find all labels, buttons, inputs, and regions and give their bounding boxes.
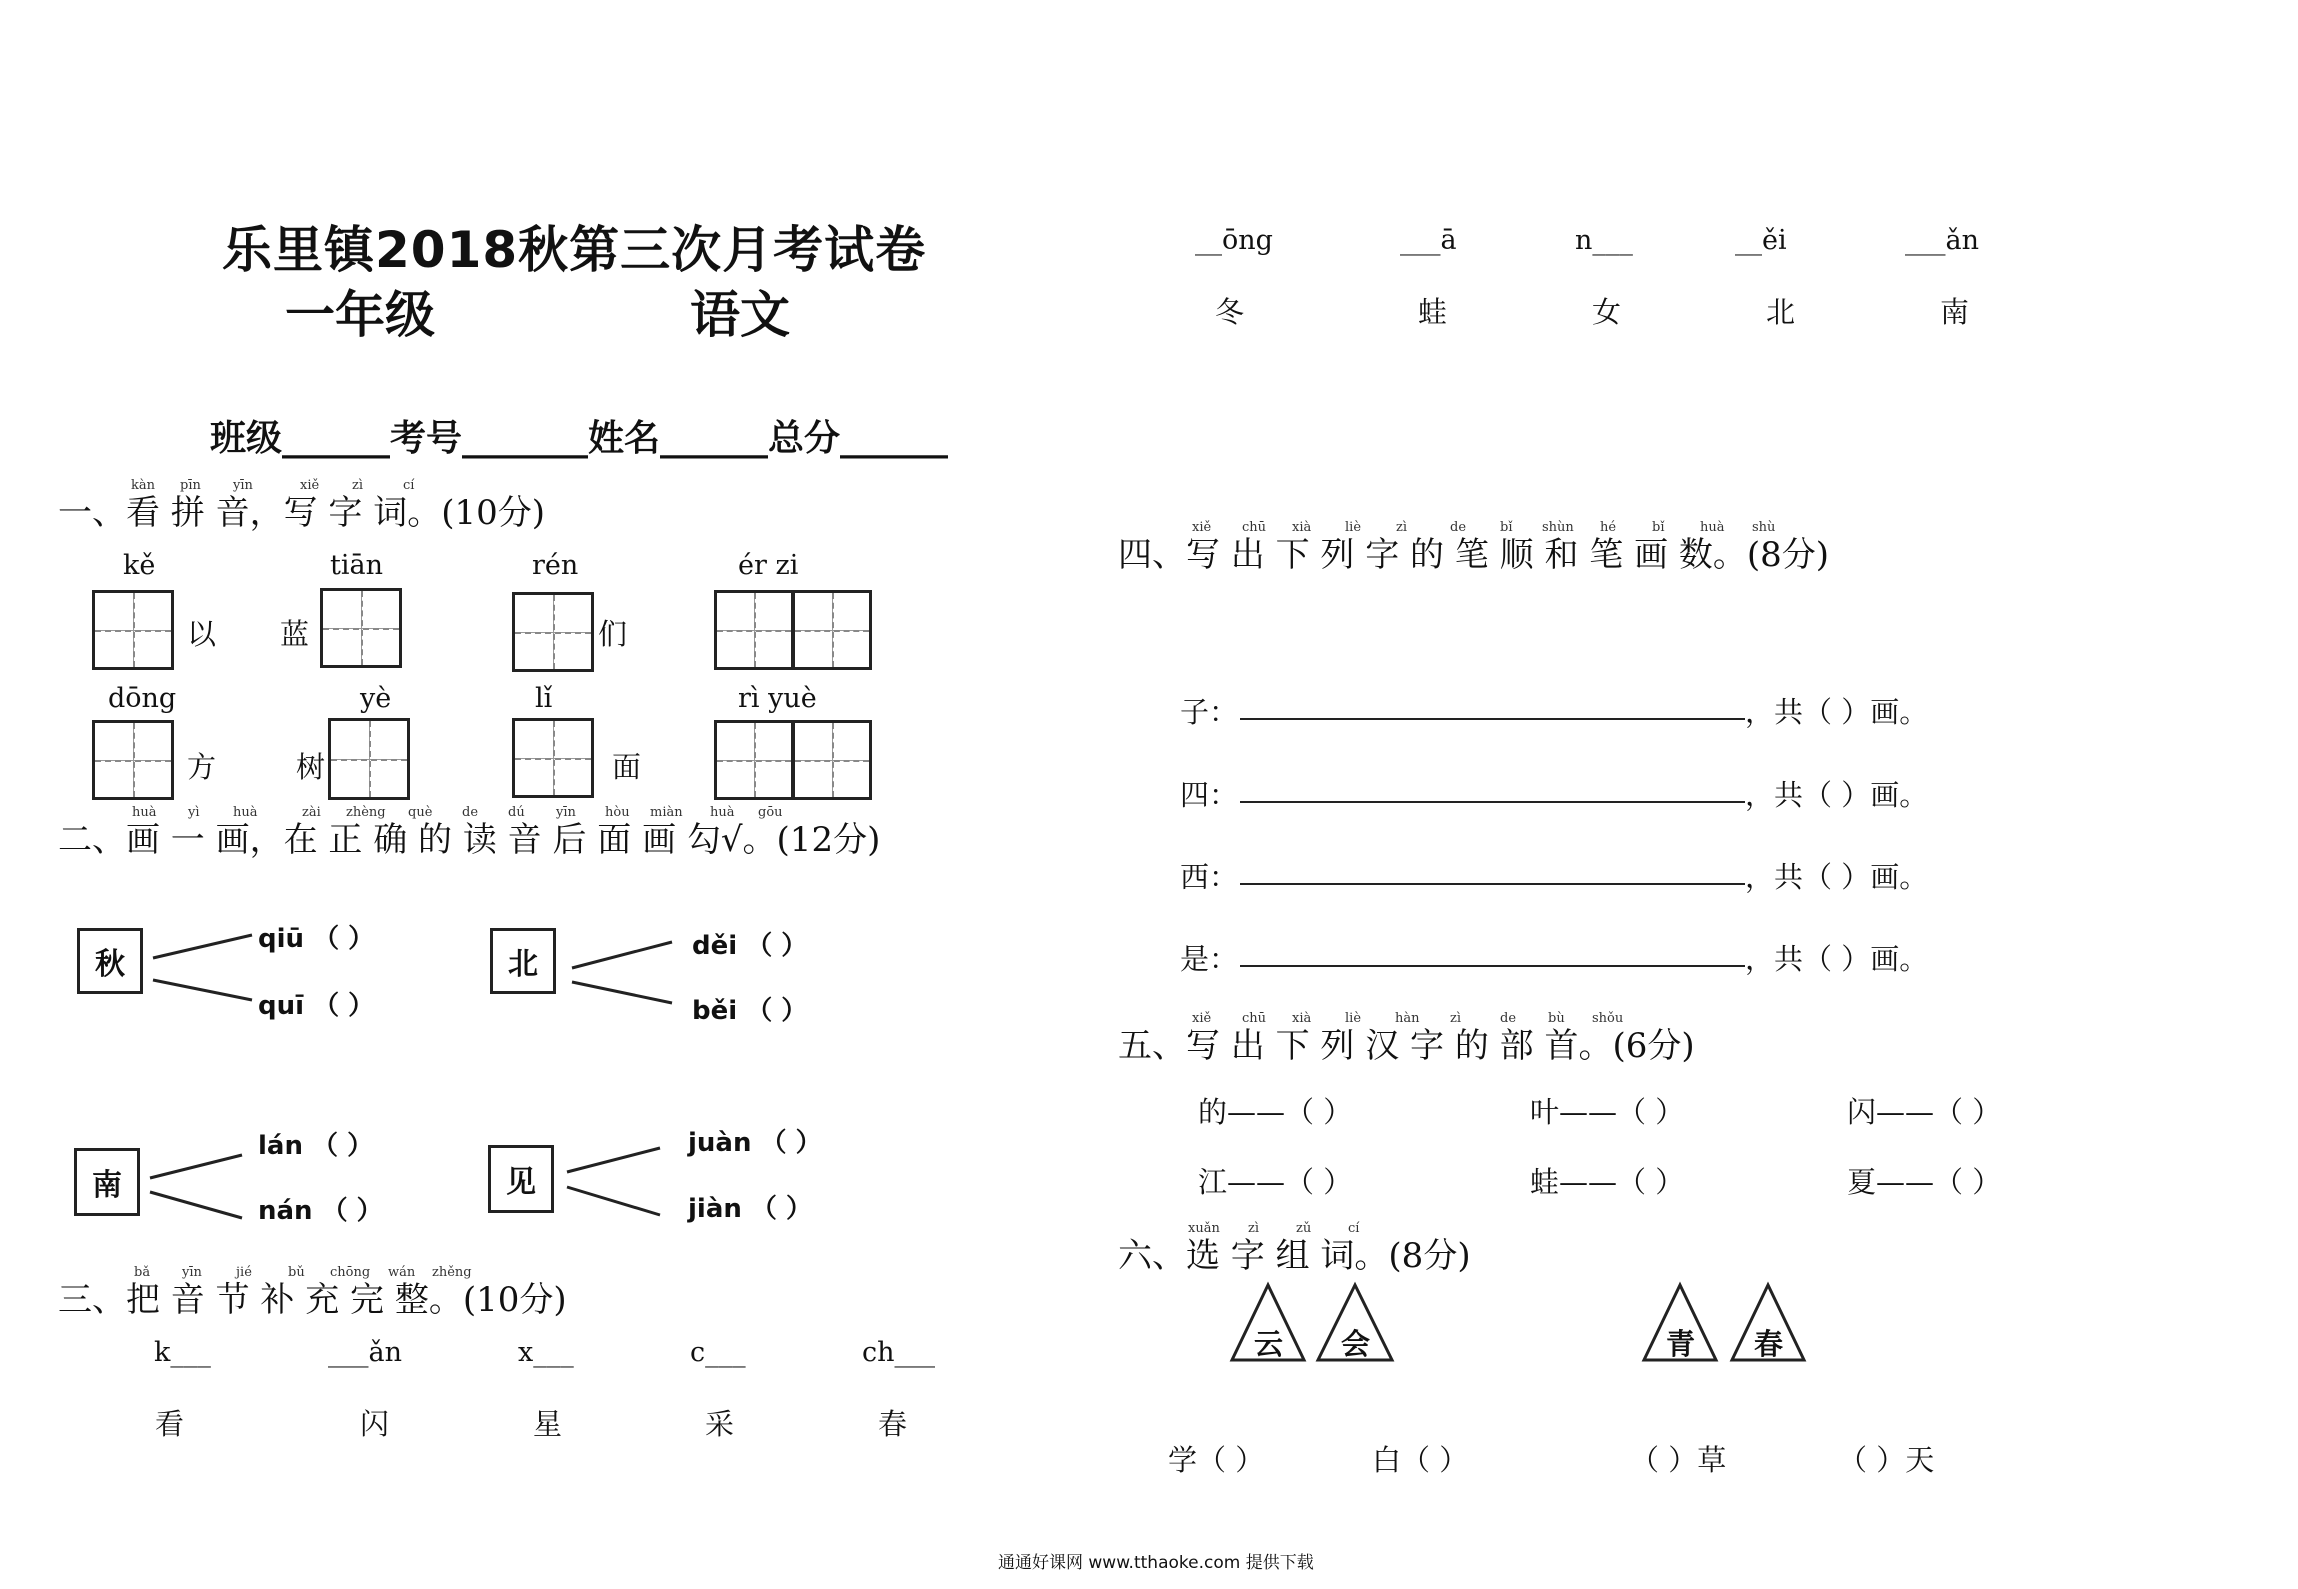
pinyin-ren: rén: [532, 550, 579, 581]
syllable-8: n___: [1575, 225, 1633, 256]
radical-item[interactable]: 蛙——（ ）: [1530, 1165, 1685, 1199]
section2-heading: 二、画 一 画，在 正 确 的 读 音 后 面 画 勾√。(12分): [58, 820, 881, 860]
option-bei[interactable]: běi （ ）: [692, 996, 808, 1026]
page-title: 乐里镇2018秋第三次月考试卷: [222, 221, 927, 279]
syllable-2: ___ǎn: [328, 1337, 402, 1368]
stroke-answer-line[interactable]: [1240, 965, 1745, 967]
char-box-qiu: 秋: [77, 928, 143, 994]
section3-heading: 三、把 音 节 补 充 完 整。(10分): [58, 1280, 567, 1320]
syllable-char-2: 闪: [360, 1407, 390, 1441]
syllable-1: k___: [154, 1337, 211, 1368]
word-blank[interactable]: 学（ ）: [1168, 1443, 1265, 1477]
stroke-answer-line[interactable]: [1240, 718, 1745, 720]
syllable-char-3: 星: [533, 1407, 563, 1441]
syllable-5: ch___: [862, 1337, 936, 1368]
syllable-3: x___: [518, 1337, 574, 1368]
pinyin-riyue: rì yuè: [738, 683, 817, 714]
stroke-char: 是：: [1180, 942, 1239, 976]
syllable-char-5: 春: [878, 1407, 908, 1441]
syllable-6: __ōng: [1195, 225, 1273, 256]
char-box-bei: 北: [490, 928, 556, 994]
syllable-7: ___ā: [1400, 225, 1457, 256]
hint-char: 以: [187, 617, 217, 651]
option-dei[interactable]: děi （ ）: [692, 931, 808, 961]
stroke-char: 西：: [1180, 860, 1239, 894]
stroke-count: ，共（ ）画。: [1745, 860, 1929, 894]
radical-item[interactable]: 夏——（ ）: [1847, 1165, 2002, 1199]
syllable-char-8: 女: [1592, 295, 1622, 329]
stroke-count: ，共（ ）画。: [1745, 695, 1929, 729]
word-blank[interactable]: （ ）草: [1630, 1443, 1727, 1477]
pinyin-li: lǐ: [535, 683, 553, 714]
stroke-answer-line[interactable]: [1240, 883, 1745, 885]
syllable-char-9: 北: [1766, 295, 1796, 329]
syllable-char-6: 冬: [1215, 295, 1245, 329]
radical-item[interactable]: 叶——（ ）: [1530, 1095, 1685, 1129]
stroke-count: ，共（ ）画。: [1745, 942, 1929, 976]
pinyin-tian: tiān: [330, 550, 383, 581]
stroke-count: ，共（ ）画。: [1745, 778, 1929, 812]
pinyin-ye: yè: [360, 683, 392, 714]
syllable-char-4: 采: [705, 1407, 735, 1441]
syllable-char-1: 看: [155, 1407, 185, 1441]
radical-item[interactable]: 的——（ ）: [1198, 1095, 1353, 1129]
hint-char: 树: [296, 750, 326, 784]
student-info-line: 班级______考号_______姓名______总分______: [210, 418, 948, 459]
option-lan[interactable]: lán （ ）: [258, 1131, 374, 1161]
grade-label: 一年级: [285, 286, 435, 344]
radical-item[interactable]: 闪——（ ）: [1847, 1095, 2002, 1129]
option-nan[interactable]: nán （ ）: [258, 1196, 383, 1226]
option-qui[interactable]: quī （ ）: [258, 991, 375, 1021]
char-box-nan: 南: [74, 1148, 140, 1216]
option-qiu[interactable]: qiū （ ）: [258, 924, 375, 954]
hint-char: 面: [612, 750, 642, 784]
pinyin-ke: kě: [123, 550, 156, 581]
char-box-jian: 见: [488, 1145, 554, 1213]
stroke-char: 子：: [1180, 695, 1239, 729]
syllable-char-7: 蛙: [1418, 295, 1448, 329]
section5-heading: 五、写 出 下 列 汉 字 的 部 首。(6分): [1118, 1026, 1695, 1066]
pinyin-erzi: ér zi: [738, 550, 799, 581]
section6-heading: 六、选 字 组 词。(8分): [1118, 1236, 1471, 1276]
stroke-char: 四：: [1180, 778, 1239, 812]
triangle-char-yun: 云: [1254, 1327, 1284, 1361]
section4-heading: 四、写 出 下 列 字 的 笔 顺 和 笔 画 数。(8分): [1118, 535, 1830, 575]
section1-heading: 一、看 拼 音，写 字 词。(10分): [58, 493, 546, 533]
option-juan[interactable]: juàn （ ）: [688, 1128, 822, 1158]
hint-char: 蓝: [280, 617, 310, 651]
triangle-char-chun: 春: [1754, 1327, 1784, 1361]
hint-char: 方: [187, 750, 217, 784]
word-blank[interactable]: （ ）天: [1838, 1443, 1935, 1477]
hint-char: 们: [598, 617, 628, 651]
word-blank[interactable]: 白（ ）: [1372, 1443, 1469, 1477]
radical-item[interactable]: 江——（ ）: [1198, 1165, 1353, 1199]
subject-label: 语文: [690, 286, 790, 344]
syllable-4: c___: [690, 1337, 746, 1368]
syllable-char-10: 南: [1940, 295, 1970, 329]
triangle-char-qing: 青: [1666, 1327, 1696, 1361]
stroke-answer-line[interactable]: [1240, 801, 1745, 803]
triangle-char-hui: 会: [1341, 1327, 1371, 1361]
option-jian[interactable]: jiàn （ ）: [688, 1194, 812, 1224]
footer-credit: 通通好课网 www.tthaoke.com 提供下载: [998, 1553, 1314, 1573]
syllable-9: __ěi: [1735, 225, 1787, 256]
syllable-10: ___ǎn: [1905, 225, 1979, 256]
pinyin-dong: dōng: [108, 683, 177, 714]
